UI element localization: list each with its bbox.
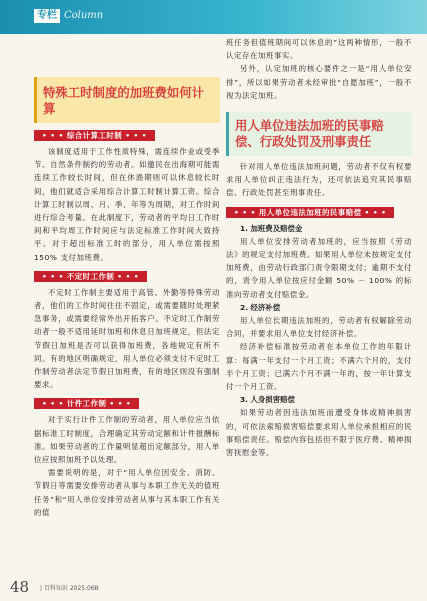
paragraph: 用人单位安排劳动者加班的，应当按照《劳动法》的规定支付加班费。如果用人单位未按规定支付加班费，由劳动行政部门责令限期支付；逾期不支付的，责令用人单位按应付金额 50% － 100% 的标准向劳动者支付赔偿金。 — [226, 236, 412, 299]
paragraph: 需要说明的是，对于“用人单位因安全、消防、节假日等需要安排劳动者从事与本职工作无关的值班任务”和“用人单位安排劳动者从事与其本职工作有关的值 — [34, 468, 220, 517]
column-tag: 专栏 — [34, 9, 60, 23]
section-piecework — [34, 391, 220, 519]
subhead-irregular: • • • 不定时工作制 • • • — [34, 271, 147, 282]
section-comprehensive — [34, 123, 220, 264]
subhead-comprehensive: • • • 综合计算工时制 • • • — [34, 130, 155, 141]
paragraph: 对于实行计件工作制的劳动者，用人单位应当依据标准工时制度，合理确定其劳动定额和计件报酬标准。如果劳动者的工作量明显超出定额部分，用人单位应按照加班予以处理。 — [34, 415, 220, 465]
right-column — [226, 10, 412, 459]
page-number: 48 — [10, 578, 30, 596]
paragraph: 经济补偿标准按劳动者在本单位工作的年限计算：每满一年支付一个月工资；不满六个月的，支付半个月工资；已满六个月不满一年的，按一年计算支付一个月工资。 — [226, 342, 412, 392]
subhead-civil-compensation: • • • 用人单位违法加班的民事赔偿 • • • — [226, 207, 394, 218]
paragraph: 该制度适用于工作性质特殊，需连续作业或受季节、自然条件制约的劳动者。如邀民在出海期可能需连续工作较长时间，但在休渔期则可以休息较长时间，他们就适合采用综合计算工时制计算工资。综合计算工时制以周、月、季、年等为周期，对工作时间进行综合考量。在此制度下，劳动者的平均日工作时间和平均周工作时间应与法定标准工作时间大致持平。对于超出标准工时的部分，用人单位需按照150% 支付加班费。 — [34, 147, 220, 262]
left-column — [34, 40, 220, 519]
publication-info: | 百科知识 2025.06B — [40, 585, 99, 592]
paragraph: 如果劳动者因违法加班而遭受身体或精神损害的，可依法索赔损害赔偿要求用人单位承担相应的民事赔偿责任。赔偿内容包括但不限于医疗费、精神损害抚慰金等。 — [226, 408, 412, 458]
paragraph: 另外，认定加班的核心要件之一是“用人单位安排”，所以如果劳动者未经审批“自愿加班”，一般不视为法定加班。 — [226, 64, 412, 100]
section-irregular — [34, 264, 220, 392]
column-label: Column — [64, 10, 104, 21]
paragraph: 不定时工作制主要适用于高管、外勤等特殊劳动者，他们的工作时间往往不固定，或需要随时处理紧急事务，或需要经常外出开拓客户。不定时工作制劳动者一般不适用延时加班和休息日加班规定，但法定节假日加班是否可以获得加班费，各地规定有所不同。有的地区明确规定，用人单位必须支付不定时工作制劳动者法定节假日加班费，有的地区则没有强制要求。 — [34, 287, 220, 390]
subhead-piecework: • • • 计件工作制 • • • — [34, 398, 139, 409]
item-heading: 3. 人身损害赔偿 — [240, 395, 295, 405]
item-heading: 2. 经济补偿 — [240, 302, 281, 312]
section-title-box — [226, 112, 412, 156]
paragraph: 用人单位长期违法加班的，劳动者有权解除劳动合同，并要求用人单位支付经济补偿。 — [226, 316, 412, 339]
section-title-box — [34, 77, 220, 123]
section-title: 用人单位违法加班的民事赔偿、行政处罚及刑事责任 — [235, 118, 384, 149]
section-title: 特殊工时制度的加班费如何计算 — [43, 85, 205, 116]
paragraph: 针对用人单位违法加班问题，劳动者不仅有权要求用人单位纠正违法行为，还可依法追究其民事赔偿、行政处罚甚至刑事责任。 — [226, 162, 412, 198]
paragraph: 班任务但值班期间可以休息的”这两种情形，一般不认定存在加班事实。 — [226, 38, 412, 61]
item-heading: 1. 加班费及赔偿金 — [240, 223, 303, 233]
